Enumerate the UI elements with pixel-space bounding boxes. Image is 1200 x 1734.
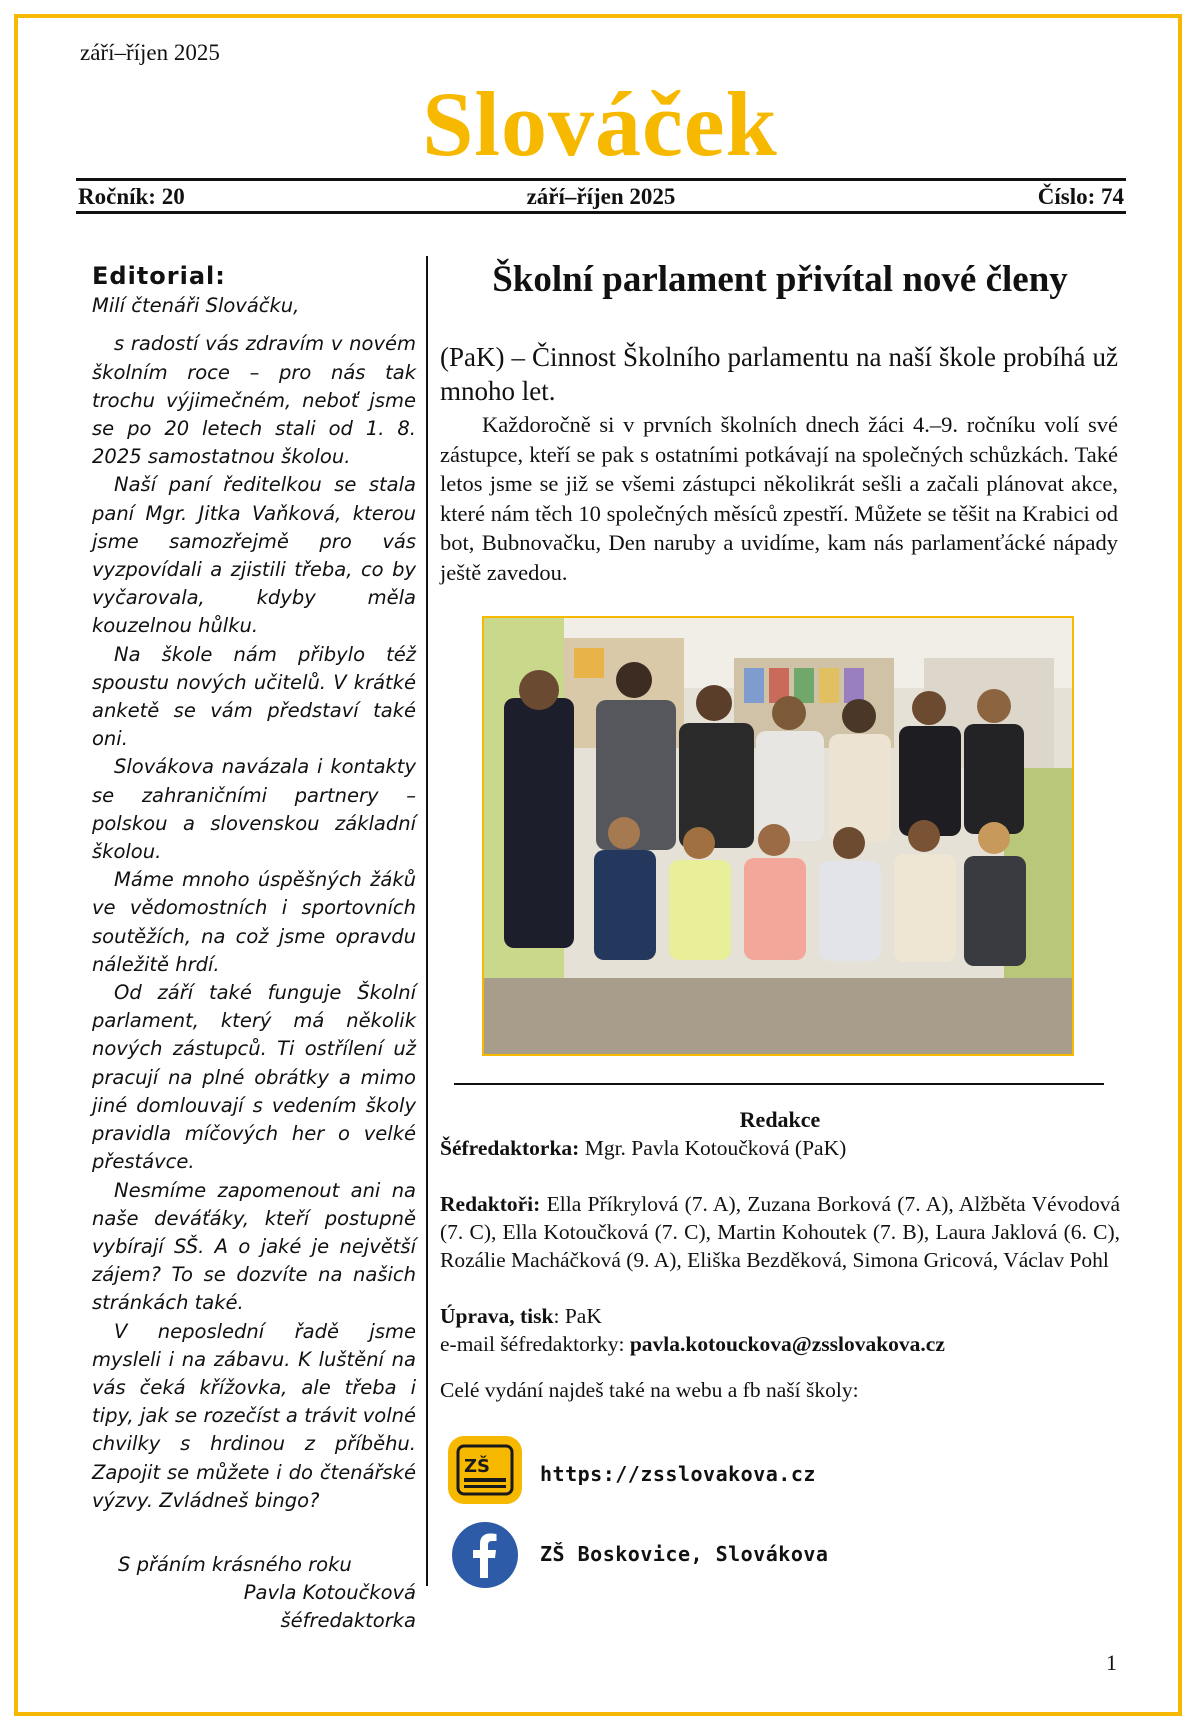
school-logo-text: ZŠ [464,1456,491,1477]
email-info [440,1330,1120,1358]
editors-value: Ella Příkrylová (7. A), Zuzana Borková (7. A), Alžběta Vévodová (7. C), Ella Kotoučková (7. C), Martin Kohoutek (7. B), Laura Jaklová (6. C), Rozálie Macháčková (9. A), Eliška Bezděková, Simona Gricová, Václav Pohl [440,1192,1120,1272]
editorial-paragraph: Máme mnoho úspěšných žáků ve vědomostních i sportovních soutěžích, na což jsme opravdu náležitě hrdí. [92,868,416,976]
facebook-link-row[interactable] [448,1516,1128,1596]
chief-label: Šéfredaktorka: [440,1136,580,1160]
issue-date: září–říjen 2025 [526,184,676,209]
editorial-paragraph: Nesmíme zapomenout ani na naše deváťáky, kteří postupně vybírají SŠ. A o jaké je největší zájem? To se dozvíte na našich stránkách také. [92,1178,416,1315]
editors-label: Redaktoři: [440,1192,541,1216]
web-links [448,1436,1128,1596]
facebook-name[interactable]: ZŠ Boskovice, Slovákova [540,1542,829,1566]
email-link[interactable]: pavla.kotouckova@zsslovakova.cz [629,1332,945,1356]
school-logo-mark [448,1436,522,1504]
masthead-title: Slováček [422,73,778,175]
volume-label: Ročník: 20 [78,184,185,209]
website-url[interactable]: https://zsslovakova.cz [540,1462,816,1486]
editorial-paragraph: V neposlední řadě jsme mysleli i na zábavu. K luštění na vás čeká křížovka, ale třeba i tipy, jak se rozečíst a trávit volné chvilky s hrdinou z příběhu. Zapojit se můžete i do čtenářské výzvy. Zvládneš bingo? [92,1319,416,1512]
redakce-section [440,1106,1120,1404]
editorial-heading: Editorial: [92,262,226,290]
editorial-paragraph: Od září také funguje Školní parlament, který má několik nových zástupců. Ti ostřílení už pracují na plné obrátky a mimo jiné domlouvají s vedením školy pravidla míčových her o velké přestávce. [92,981,416,1174]
editorial-paragraph: s radostí vás zdravím v novém školním roce – pro nás tak trochu výjimečném, neboť jsme se po 20 letech stali od 1. 8. 2025 samostatnou školou. [92,332,416,469]
closing-line: S přáním krásného roku [118,1552,352,1576]
web-note: Celé vydání najdeš také na webu a fb naší školy: [440,1378,859,1402]
editorial-paragraph: Na škole nám přibylo též spoustu nových učitelů. V krátké anketě se vám představí také oni. [92,642,416,751]
print-info [440,1302,1120,1330]
editorial-paragraph: Naší paní ředitelkou se stala paní Mgr. Jitka Vaňková, kterou jsme samozřejmě pro vás vyzpovídali a zjistili třeba, co by vyčarovala, kdyby měla kouzelnou hůlku. [92,473,416,638]
group-photo-illustration [484,618,1072,1054]
print-label: Úprava, tisk [440,1304,554,1328]
signature-role: šéfredaktorka [280,1609,416,1633]
editorial-column [92,262,416,1636]
facebook-glyph [452,1522,518,1588]
facebook-icon [452,1522,518,1588]
school-logo-icon [448,1436,522,1504]
issue-bar [76,178,1126,214]
editors [440,1190,1120,1274]
print-value: : PaK [553,1304,602,1328]
editorial-signature [92,1551,416,1636]
article-body: Každoročně si v prvních školních dnech žáci 4.–9. ročníku volí své zástupce, kteří se pak s ostatními potkávají na společných schůzkách. Také letos jsme se již se všemi zástupci několikrát sešli a začali plánovat akce, které nám těch 10 společných měsíců zpestří. Můžete se těšit na Krabici od bot, Bubnovačku, Den naruby a uvidíme, kam nás parlamenťácké nápady ještě zavedou. [440,412,1118,585]
editorial-paragraph: Slovákova navázala i kontakty se zahraničními partnery – polskou a slovenskou základní školou. [92,755,416,864]
website-link-row[interactable] [448,1436,1128,1516]
signature-name: Pavla Kotoučková [243,1581,416,1605]
redakce-title: Redakce [739,1107,821,1132]
editorial-greeting: Milí čtenáři Slováčku, [92,294,300,318]
column-divider [426,256,428,1586]
article-lead: (PaK) – Činnost Školního parlamentu na naší škole probíhá už mnoho let. [440,342,1118,406]
section-rule [454,1083,1104,1085]
chief-value: Mgr. Pavla Kotoučková (PaK) [579,1136,847,1160]
article-title: Školní parlament přivítal nové členy [492,259,1068,300]
email-label: e-mail šéfredaktorky: [440,1332,630,1356]
chief-editor [440,1134,1120,1162]
issue-number: Číslo: 74 [1037,184,1124,209]
group-photo [482,616,1074,1056]
top-date: září–říjen 2025 [80,40,220,65]
page-number: 1 [1106,1650,1117,1675]
